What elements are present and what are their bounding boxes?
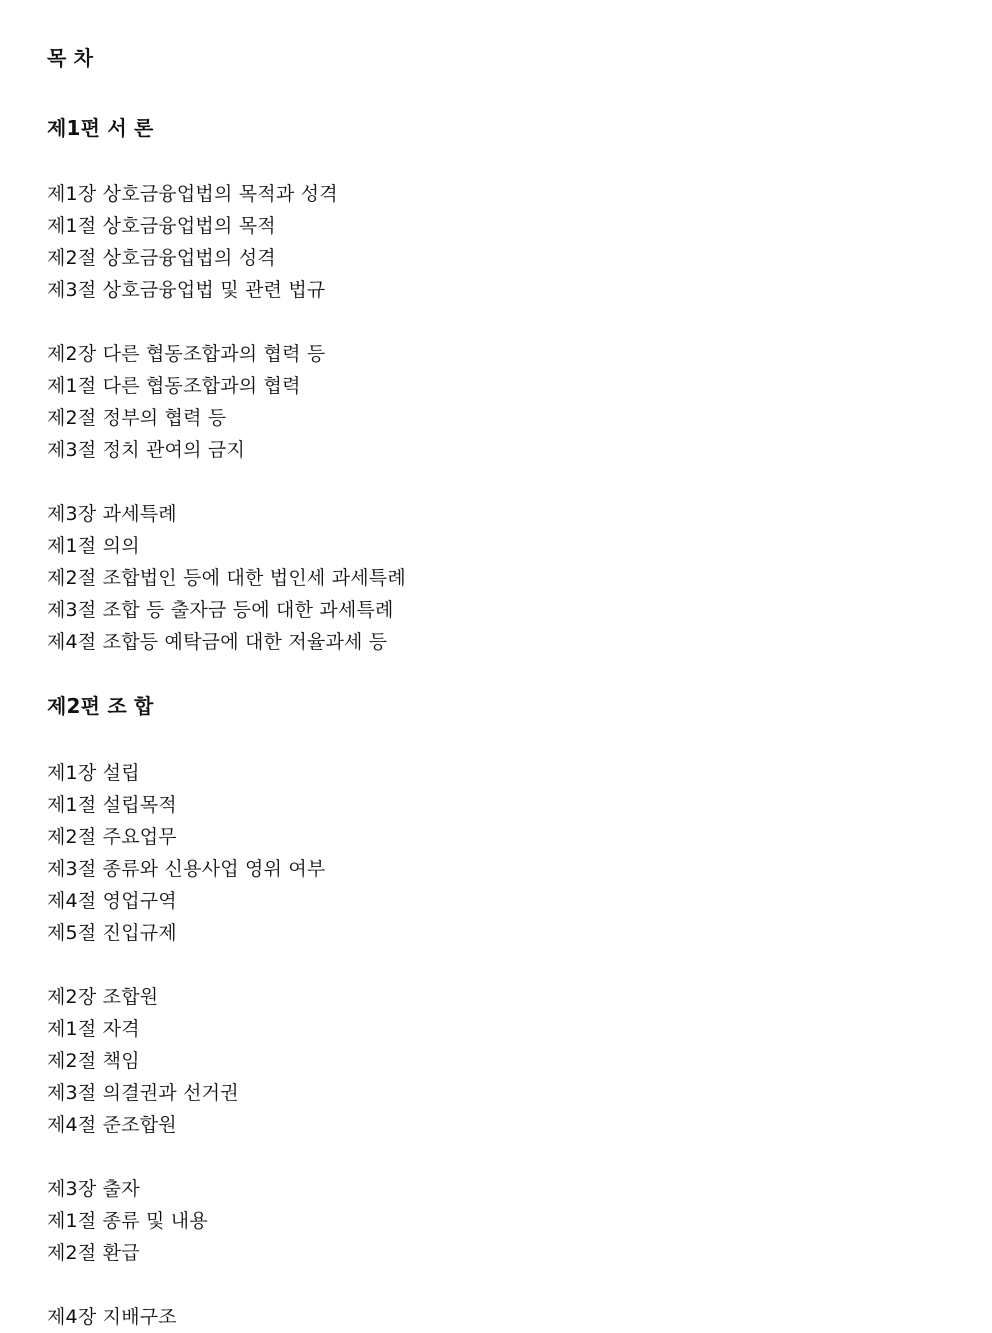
section-title: 제3절 정치 관여의 금지 [47, 439, 245, 461]
chapter-title: 제4장 지배구조 [47, 1306, 177, 1328]
section-title: 제1절 설립목적 [47, 794, 177, 816]
section-title: 제3절 조합 등 출자금 등에 대한 과세특례 [47, 599, 394, 621]
part-title: 제2편 조 합 [47, 694, 154, 718]
section-title: 제1절 종류 및 내용 [47, 1210, 208, 1232]
toc-title: 목 차 [47, 46, 94, 70]
section-title: 제4절 조합등 예탁금에 대한 저율과세 등 [47, 631, 388, 653]
chapter-title: 제1장 설립 [47, 762, 140, 784]
chapter-title: 제3장 과세특례 [47, 503, 177, 525]
section-title: 제3절 의결권과 선거권 [47, 1082, 239, 1104]
section-title: 제2절 상호금융업법의 성격 [47, 247, 276, 269]
chapter-title: 제3장 출자 [47, 1178, 140, 1200]
section-title: 제1절 자격 [47, 1018, 140, 1040]
section-title: 제3절 종류와 신용사업 영위 여부 [47, 858, 326, 880]
chapter-title: 제2장 조합원 [47, 986, 159, 1008]
section-title: 제2절 조합법인 등에 대한 법인세 과세특례 [47, 567, 406, 589]
section-title: 제1절 다른 협동조합과의 협력 [47, 375, 301, 397]
section-title: 제3절 상호금융업법 및 관련 법규 [47, 279, 326, 301]
section-title: 제2절 주요업무 [47, 826, 177, 848]
section-title: 제2절 책임 [47, 1050, 140, 1072]
section-title: 제2절 환급 [47, 1242, 140, 1264]
section-title: 제2절 정부의 협력 등 [47, 407, 227, 429]
section-title: 제5절 진입규제 [47, 922, 177, 944]
section-title: 제4절 준조합원 [47, 1114, 177, 1136]
section-title: 제1절 의의 [47, 535, 140, 557]
part-title: 제1편 서 론 [47, 116, 154, 140]
chapter-title: 제2장 다른 협동조합과의 협력 등 [47, 343, 326, 365]
section-title: 제1절 상호금융업법의 목적 [47, 215, 276, 237]
chapter-title: 제1장 상호금융업법의 목적과 성격 [47, 183, 338, 205]
section-title: 제4절 영업구역 [47, 890, 177, 912]
